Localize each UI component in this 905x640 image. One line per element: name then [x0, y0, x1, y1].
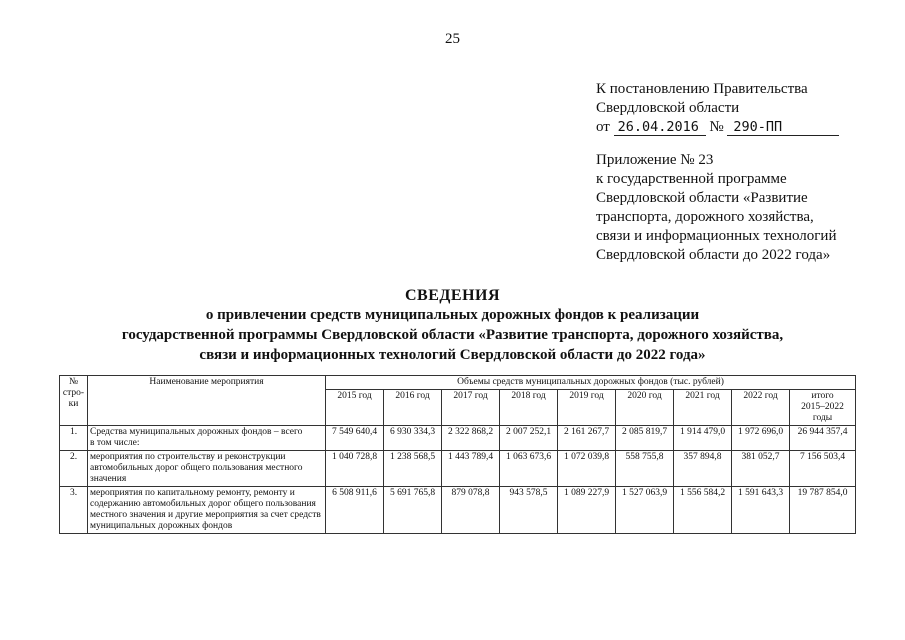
value-cell: 6 508 911,6	[326, 487, 384, 534]
subtitle-line: государственной программы Свердловской области «Развитие транспорта, дорожного хозяйства,	[121, 327, 784, 343]
total-cell: 19 787 854,0	[790, 487, 856, 534]
row-number: 1.	[60, 426, 88, 451]
value-cell: 2 161 267,7	[558, 426, 616, 451]
appendix-block	[596, 151, 837, 265]
document-title: СВЕДЕНИЯ	[404, 287, 501, 304]
table-header-row	[60, 376, 856, 390]
header-total-line: годы	[812, 413, 833, 423]
header-year: 2021 год	[674, 390, 732, 426]
value-cell: 943 578,5	[500, 487, 558, 534]
header-total-line: 2015–2022	[801, 402, 844, 412]
header-no-line: №	[68, 377, 79, 387]
header-row-number	[60, 376, 88, 426]
value-cell: 1 591 643,3	[732, 487, 790, 534]
decree-number: 290-ПП	[727, 120, 839, 136]
decree-date-number-line	[596, 118, 839, 137]
header-year: 2015 год	[326, 390, 384, 426]
value-cell: 7 549 640,4	[326, 426, 384, 451]
funds-table	[59, 375, 856, 534]
header-volumes: Объемы средств муниципальных дорожных фондов (тыс. рублей)	[326, 376, 856, 390]
value-cell: 1 063 673,6	[500, 451, 558, 487]
appendix-line: связи и информационных технологий	[596, 228, 837, 244]
value-cell: 381 052,7	[732, 451, 790, 487]
header-year: 2017 год	[442, 390, 500, 426]
value-cell: 1 238 568,5	[384, 451, 442, 487]
document-subtitle	[0, 305, 905, 365]
value-cell: 2 007 252,1	[500, 426, 558, 451]
appendix-line: Свердловской области «Развитие	[596, 190, 808, 206]
header-year: 2019 год	[558, 390, 616, 426]
activity-name	[88, 426, 326, 451]
header-year: 2022 год	[732, 390, 790, 426]
row-number: 3.	[60, 487, 88, 534]
row-number: 2.	[60, 451, 88, 487]
header-no-line: ки	[68, 399, 79, 409]
appendix-line: транспорта, дорожного хозяйства,	[596, 209, 814, 225]
value-cell: 1 556 584,2	[674, 487, 732, 534]
total-cell: 7 156 503,4	[790, 451, 856, 487]
appendix-line: Свердловской области до 2022 года»	[596, 247, 831, 263]
decree-number-sign: №	[709, 119, 724, 135]
header-activity-name: Наименование мероприятия	[88, 376, 326, 426]
value-cell: 6 930 334,3	[384, 426, 442, 451]
header-year: 2020 год	[616, 390, 674, 426]
value-cell: 2 322 868,2	[442, 426, 500, 451]
activity-name: мероприятия по строительству и реконструкции автомобильных дорог общего пользования местного значения	[88, 451, 326, 487]
value-cell: 5 691 765,8	[384, 487, 442, 534]
subtitle-line: связи и информационных технологий Свердловской области до 2022 года»	[199, 347, 706, 363]
decree-line-1: К постановлению Правительства	[596, 81, 808, 97]
value-cell: 1 072 039,8	[558, 451, 616, 487]
decree-from-label: от	[596, 119, 610, 135]
value-cell: 1 040 728,8	[326, 451, 384, 487]
value-cell: 1 443 789,4	[442, 451, 500, 487]
total-cell: 26 944 357,4	[790, 426, 856, 451]
decree-date: 26.04.2016	[614, 120, 706, 136]
decree-line-2: Свердловской области	[596, 100, 740, 116]
header-year: 2016 год	[384, 390, 442, 426]
appendix-line: к государственной программе	[596, 171, 787, 187]
activity-name: мероприятия по капитальному ремонту, ремонту и содержанию автомобильных дорог общего пользования местного значения и другие мероприятия за счет средств муниципальных дорожных фондов	[88, 487, 326, 534]
activity-name-text: Средства муниципальных дорожных фондов – всего	[90, 427, 303, 437]
decree-reference	[596, 80, 839, 137]
value-cell: 1 089 227,9	[558, 487, 616, 534]
value-cell: 1 914 479,0	[674, 426, 732, 451]
subtitle-line: о привлечении средств муниципальных дорожных фондов к реализации	[205, 307, 700, 323]
value-cell: 357 894,8	[674, 451, 732, 487]
appendix-line: Приложение № 23	[596, 152, 714, 168]
header-total	[790, 390, 856, 426]
value-cell: 879 078,8	[442, 487, 500, 534]
value-cell: 1 972 696,0	[732, 426, 790, 451]
activity-subnote: в том числе:	[90, 438, 140, 448]
value-cell: 1 527 063,9	[616, 487, 674, 534]
value-cell: 558 755,8	[616, 451, 674, 487]
value-cell: 2 085 819,7	[616, 426, 674, 451]
header-no-line: стро-	[62, 388, 85, 398]
table-row	[60, 487, 856, 534]
header-year: 2018 год	[500, 390, 558, 426]
table-row	[60, 451, 856, 487]
header-total-line: итого	[811, 391, 834, 401]
table-row	[60, 426, 856, 451]
page-number: 25	[445, 31, 460, 47]
